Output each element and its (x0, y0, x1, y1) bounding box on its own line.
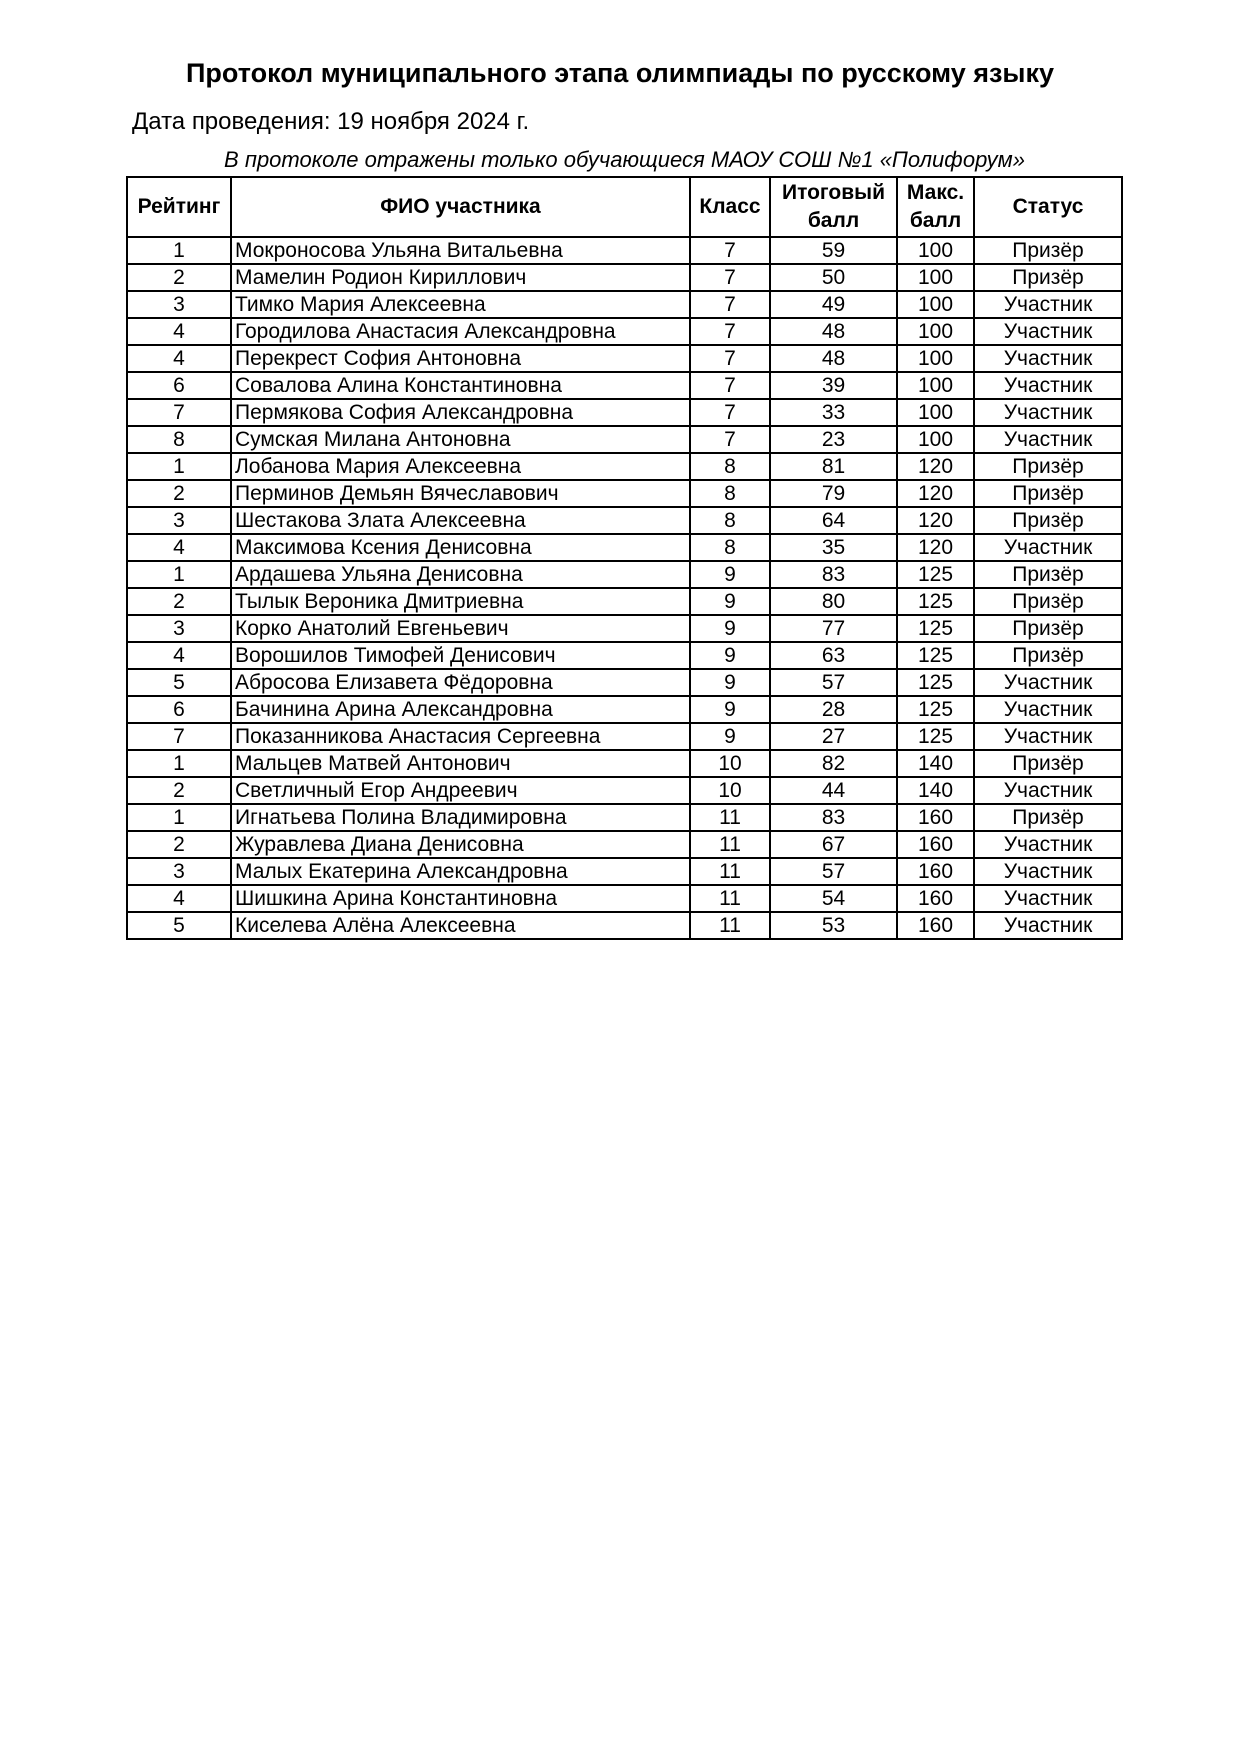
table-row (127, 426, 1122, 453)
name-cell: Совалова Алина Константиновна (231, 372, 690, 399)
max-score-cell: 120 (897, 453, 974, 480)
status-cell: Участник (974, 399, 1122, 426)
name-cell: Мамелин Родион Кириллович (231, 264, 690, 291)
total-score-cell: 59 (770, 237, 897, 264)
class-cell: 9 (690, 588, 770, 615)
total-score-cell: 44 (770, 777, 897, 804)
rating-cell: 1 (127, 750, 231, 777)
class-cell: 7 (690, 237, 770, 264)
table-row (127, 264, 1122, 291)
table-row (127, 696, 1122, 723)
class-cell: 7 (690, 291, 770, 318)
table-row (127, 885, 1122, 912)
total-score-cell: 82 (770, 750, 897, 777)
max-score-cell: 125 (897, 615, 974, 642)
class-cell: 9 (690, 561, 770, 588)
rating-cell: 1 (127, 237, 231, 264)
class-cell: 11 (690, 858, 770, 885)
header-row (127, 177, 1122, 237)
table-row (127, 858, 1122, 885)
name-cell: Тылык Вероника Дмитриевна (231, 588, 690, 615)
table-row (127, 642, 1122, 669)
status-cell: Участник (974, 831, 1122, 858)
name-cell: Перекрест София Антоновна (231, 345, 690, 372)
name-cell: Мальцев Матвей Антонович (231, 750, 690, 777)
rating-cell: 2 (127, 480, 231, 507)
name-cell: Максимова Ксения Денисовна (231, 534, 690, 561)
total-score-cell: 81 (770, 453, 897, 480)
status-cell: Призёр (974, 804, 1122, 831)
status-cell: Участник (974, 885, 1122, 912)
status-cell: Участник (974, 291, 1122, 318)
max-score-cell: 125 (897, 669, 974, 696)
header-name: ФИО участника (231, 177, 690, 237)
rating-cell: 2 (127, 831, 231, 858)
event-date: Дата проведения: 19 ноября 2024 г. (132, 108, 530, 135)
name-cell: Бачинина Арина Александровна (231, 696, 690, 723)
status-cell: Призёр (974, 750, 1122, 777)
table-row (127, 804, 1122, 831)
rating-cell: 6 (127, 372, 231, 399)
name-cell: Абросова Елизавета Фёдоровна (231, 669, 690, 696)
total-score-cell: 35 (770, 534, 897, 561)
rating-cell: 1 (127, 453, 231, 480)
max-score-cell: 100 (897, 237, 974, 264)
name-cell: Мокроносова Ульяна Витальевна (231, 237, 690, 264)
total-score-cell: 83 (770, 561, 897, 588)
rating-cell: 5 (127, 669, 231, 696)
status-cell: Призёр (974, 237, 1122, 264)
total-score-cell: 67 (770, 831, 897, 858)
name-cell: Малых Екатерина Александровна (231, 858, 690, 885)
name-cell: Светличный Егор Андреевич (231, 777, 690, 804)
status-cell: Призёр (974, 561, 1122, 588)
total-score-cell: 57 (770, 858, 897, 885)
status-cell: Участник (974, 858, 1122, 885)
total-score-cell: 57 (770, 669, 897, 696)
rating-cell: 4 (127, 642, 231, 669)
table-body (127, 237, 1122, 939)
class-cell: 9 (690, 642, 770, 669)
results-table (126, 176, 1123, 940)
status-cell: Призёр (974, 480, 1122, 507)
status-cell: Призёр (974, 642, 1122, 669)
rating-cell: 4 (127, 345, 231, 372)
name-cell: Показанникова Анастасия Сергеевна (231, 723, 690, 750)
class-cell: 10 (690, 777, 770, 804)
status-cell: Призёр (974, 507, 1122, 534)
total-score-cell: 48 (770, 318, 897, 345)
rating-cell: 6 (127, 696, 231, 723)
name-cell: Лобанова Мария Алексеевна (231, 453, 690, 480)
table-row (127, 561, 1122, 588)
max-score-cell: 160 (897, 858, 974, 885)
class-cell: 7 (690, 264, 770, 291)
status-cell: Участник (974, 534, 1122, 561)
class-cell: 7 (690, 399, 770, 426)
max-score-cell: 120 (897, 507, 974, 534)
table-row (127, 615, 1122, 642)
table-row (127, 777, 1122, 804)
class-cell: 11 (690, 885, 770, 912)
class-cell: 11 (690, 804, 770, 831)
status-cell: Призёр (974, 453, 1122, 480)
name-cell: Игнатьева Полина Владимировна (231, 804, 690, 831)
class-cell: 8 (690, 534, 770, 561)
status-cell: Участник (974, 318, 1122, 345)
max-score-cell: 100 (897, 399, 974, 426)
table-header (127, 177, 1122, 237)
rating-cell: 2 (127, 777, 231, 804)
max-score-cell: 120 (897, 480, 974, 507)
table-row (127, 291, 1122, 318)
class-cell: 8 (690, 480, 770, 507)
rating-cell: 4 (127, 885, 231, 912)
rating-cell: 4 (127, 318, 231, 345)
rating-cell: 2 (127, 264, 231, 291)
table-row (127, 372, 1122, 399)
status-cell: Призёр (974, 264, 1122, 291)
rating-cell: 3 (127, 291, 231, 318)
header-max-line2: балл (909, 209, 962, 232)
total-score-cell: 63 (770, 642, 897, 669)
rating-cell: 7 (127, 723, 231, 750)
status-cell: Участник (974, 345, 1122, 372)
header-total-line1: Итоговый (782, 181, 885, 204)
class-cell: 10 (690, 750, 770, 777)
table-row (127, 669, 1122, 696)
total-score-cell: 28 (770, 696, 897, 723)
max-score-cell: 100 (897, 318, 974, 345)
name-cell: Пермякова София Александровна (231, 399, 690, 426)
rating-cell: 8 (127, 426, 231, 453)
header-total-line2: балл (807, 209, 860, 232)
total-score-cell: 77 (770, 615, 897, 642)
rating-cell: 3 (127, 615, 231, 642)
class-cell: 7 (690, 345, 770, 372)
rating-cell: 5 (127, 912, 231, 939)
rating-cell: 7 (127, 399, 231, 426)
max-score-cell: 100 (897, 345, 974, 372)
header-status: Статус (974, 177, 1122, 237)
name-cell: Сумская Милана Антоновна (231, 426, 690, 453)
rating-cell: 1 (127, 561, 231, 588)
class-cell: 9 (690, 615, 770, 642)
status-cell: Призёр (974, 588, 1122, 615)
table-row (127, 399, 1122, 426)
total-score-cell: 33 (770, 399, 897, 426)
max-score-cell: 160 (897, 804, 974, 831)
header-class: Класс (690, 177, 770, 237)
total-score-cell: 54 (770, 885, 897, 912)
name-cell: Журавлева Диана Денисовна (231, 831, 690, 858)
status-cell: Участник (974, 426, 1122, 453)
document-title: Протокол муниципального этапа олимпиады по русскому языку (186, 58, 1054, 88)
table-row (127, 534, 1122, 561)
class-cell: 8 (690, 453, 770, 480)
name-cell: Тимко Мария Алексеевна (231, 291, 690, 318)
total-score-cell: 53 (770, 912, 897, 939)
status-cell: Участник (974, 723, 1122, 750)
class-cell: 9 (690, 669, 770, 696)
table-row (127, 750, 1122, 777)
class-cell: 9 (690, 696, 770, 723)
total-score-cell: 48 (770, 345, 897, 372)
max-score-cell: 140 (897, 777, 974, 804)
total-score-cell: 23 (770, 426, 897, 453)
max-score-cell: 100 (897, 426, 974, 453)
max-score-cell: 160 (897, 831, 974, 858)
total-score-cell: 83 (770, 804, 897, 831)
total-score-cell: 64 (770, 507, 897, 534)
name-cell: Шестакова Злата Алексеевна (231, 507, 690, 534)
max-score-cell: 125 (897, 642, 974, 669)
table-row (127, 912, 1122, 939)
table-row (127, 453, 1122, 480)
status-cell: Участник (974, 696, 1122, 723)
name-cell: Корко Анатолий Евгеньевич (231, 615, 690, 642)
table-row (127, 507, 1122, 534)
header-total-score (770, 177, 897, 237)
max-score-cell: 125 (897, 561, 974, 588)
status-cell: Участник (974, 669, 1122, 696)
rating-cell: 1 (127, 804, 231, 831)
total-score-cell: 50 (770, 264, 897, 291)
header-max-line1: Макс. (906, 181, 965, 204)
class-cell: 7 (690, 426, 770, 453)
table-row (127, 237, 1122, 264)
max-score-cell: 100 (897, 264, 974, 291)
max-score-cell: 160 (897, 885, 974, 912)
class-cell: 7 (690, 318, 770, 345)
name-cell: Городилова Анастасия Александровна (231, 318, 690, 345)
max-score-cell: 160 (897, 912, 974, 939)
max-score-cell: 140 (897, 750, 974, 777)
table-row (127, 345, 1122, 372)
name-cell: Киселева Алёна Алексеевна (231, 912, 690, 939)
header-max-score (897, 177, 974, 237)
max-score-cell: 120 (897, 534, 974, 561)
status-cell: Участник (974, 912, 1122, 939)
rating-cell: 3 (127, 858, 231, 885)
name-cell: Ворошилов Тимофей Денисович (231, 642, 690, 669)
status-cell: Призёр (974, 615, 1122, 642)
protocol-note: В протоколе отражены только обучающиеся МАОУ СОШ №1 «Полифорум» (224, 147, 1025, 172)
name-cell: Перминов Демьян Вячеславович (231, 480, 690, 507)
name-cell: Шишкина Арина Константиновна (231, 885, 690, 912)
total-score-cell: 49 (770, 291, 897, 318)
status-cell: Участник (974, 372, 1122, 399)
total-score-cell: 80 (770, 588, 897, 615)
table-row (127, 318, 1122, 345)
rating-cell: 2 (127, 588, 231, 615)
max-score-cell: 100 (897, 372, 974, 399)
table-row (127, 831, 1122, 858)
class-cell: 11 (690, 831, 770, 858)
total-score-cell: 27 (770, 723, 897, 750)
table-row (127, 588, 1122, 615)
class-cell: 7 (690, 372, 770, 399)
table-row (127, 723, 1122, 750)
name-cell: Ардашева Ульяна Денисовна (231, 561, 690, 588)
table-row (127, 480, 1122, 507)
class-cell: 8 (690, 507, 770, 534)
class-cell: 11 (690, 912, 770, 939)
total-score-cell: 79 (770, 480, 897, 507)
rating-cell: 4 (127, 534, 231, 561)
max-score-cell: 100 (897, 291, 974, 318)
max-score-cell: 125 (897, 696, 974, 723)
header-rating: Рейтинг (127, 177, 231, 237)
max-score-cell: 125 (897, 588, 974, 615)
class-cell: 9 (690, 723, 770, 750)
status-cell: Участник (974, 777, 1122, 804)
rating-cell: 3 (127, 507, 231, 534)
max-score-cell: 125 (897, 723, 974, 750)
total-score-cell: 39 (770, 372, 897, 399)
